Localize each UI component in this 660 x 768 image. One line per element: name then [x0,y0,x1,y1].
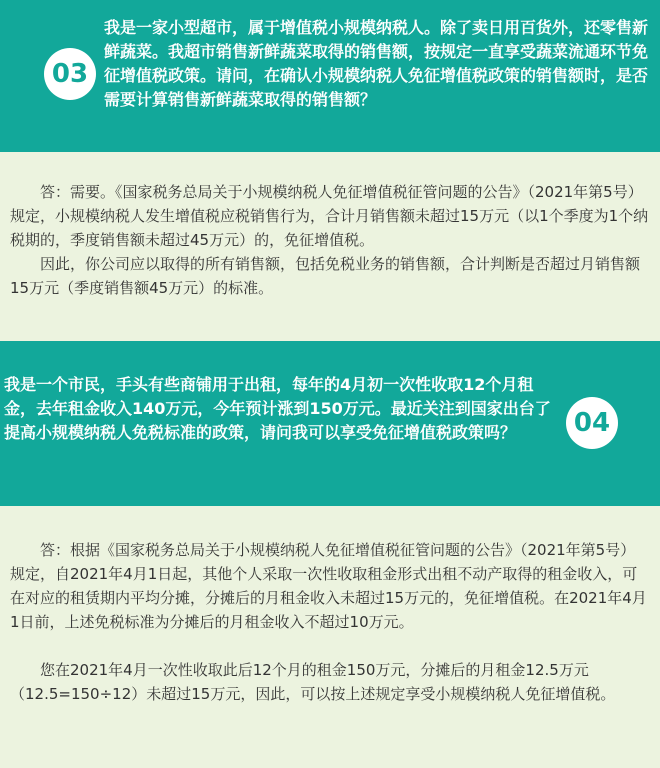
answer-paragraph: 答：根据《国家税务总局关于小规模纳税人免征增值税征管问题的公告》（2021年第5号）规定，自2021年4月1日起，其他个人采取一次性收取租金形式出租不动产取得的租金收入，可在对应的租赁期内平均分摊，分摊后的月租金收入未超过15万元的，免征增值税。在2021年4月1日前，上述免税标准为分摊后的月租金收入不超过10万元。 [10,541,647,631]
answer-paragraph: 答：需要。《国家税务总局关于小规模纳税人免征增值税征管问题的公告》（2021年第5号）规定，小规模纳税人发生增值税应税销售行为，合计月销售额未超过15万元（以1个季度为1个纳税期的，季度销售额未超过45万元）的，免征增值税。 [10,183,649,249]
question-text: 我是一个市民，手头有些商铺用于出租，每年的4月初一次性收取12个月租金，去年租金收入140万元，今年预计涨到150万元。最近关注到国家出台了提高小规模纳税人免税标准的政策，请问我可以享受免征增值税政策吗？ [4,375,551,442]
answer-block-04 [0,506,660,768]
answer-paragraph: 因此，你公司应以取得的所有销售额，包括免税业务的销售额，合计判断是否超过月销售额15万元（季度销售额45万元）的标准。 [10,255,641,297]
question-block-04 [0,341,660,506]
question-block-03 [0,0,660,152]
question-text: 我是一家小型超市，属于增值税小规模纳税人。除了卖日用百货外，还零售新鲜蔬菜。我超市销售新鲜蔬菜取得的销售额，按规定一直享受蔬菜流通环节免征增值税政策。请问，在确认小规模纳税人免征增值税政策的销售额时，是否需要计算销售新鲜蔬菜取得的销售额？ [104,18,649,109]
question-number-badge: 04 [566,397,618,449]
answer-paragraph: 您在2021年4月一次性收取此后12个月的租金150万元，分摊后的月租金12.5万元（12.5=150÷12）未超过15万元，因此，可以按上述规定享受小规模纳税人免征增值税。 [10,661,616,703]
question-number-badge: 03 [44,48,96,100]
answer-block-03 [0,152,660,341]
